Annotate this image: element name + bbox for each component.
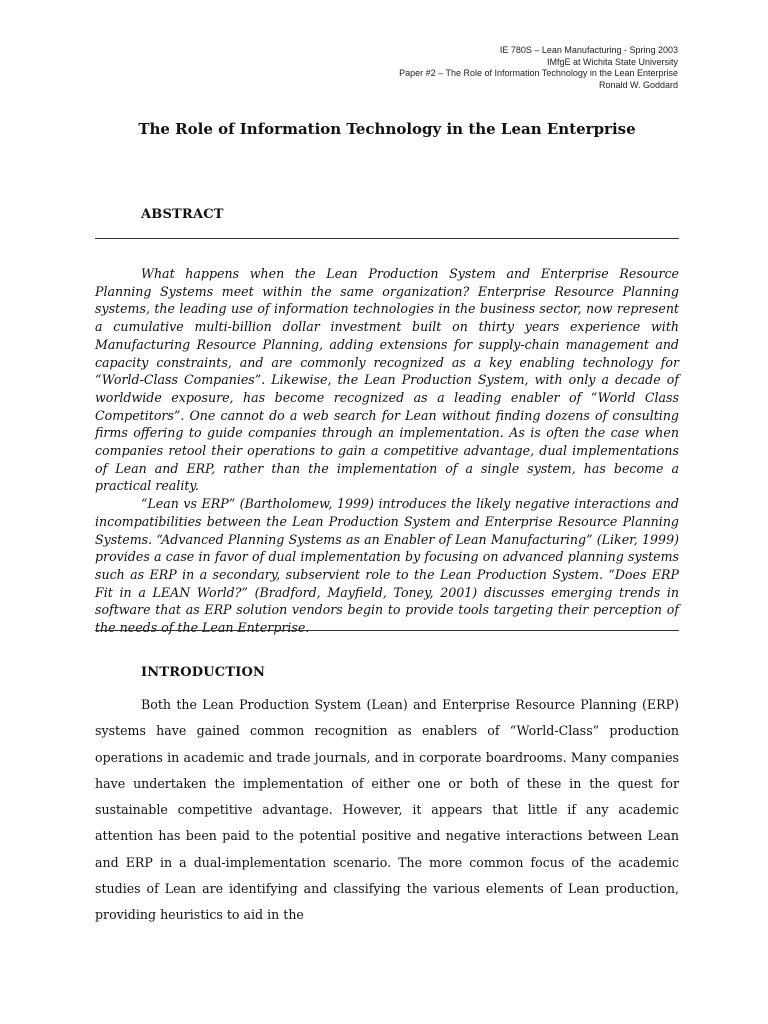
header-institution: IMfgE at Wichita State University [546,56,678,67]
introduction-paragraph: Both the Lean Production System (Lean) and Enterprise Resource Planning (ERP) systems have gained common recognition as enablers of “World-Class” production operations in academic and trade journals, and in corporate boardrooms. Many companies have undertaken the implementation of either one or both of these in the quest for sustainable competitive advantage. However, it appears that little if any academic attention has been paid to the potential positive and negative interactions between Lean and ERP in a dual-implementation scenario. The more common focus of the academic studies of Lean are identifying and classifying the various elements of Lean production, providing heuristics to aid in the [95,697,679,923]
header-author: Ronald W. Goddard [598,79,678,90]
abstract-heading: ABSTRACT [141,207,224,222]
divider-top [95,238,679,239]
introduction-heading: INTRODUCTION [141,665,266,680]
paper-title: The Role of Information Technology in the Lean Enterprise [138,120,636,138]
abstract-paragraph: “Lean vs ERP” (Bartholomew, 1999) introduces the likely negative interactions and incompatibilities between the Lean Production System and Enterprise Resource Planning Systems. “Advanced Planning Systems as an Enabler of Lean Manufacturing” (Liker, 1999) provides a case in favor of dual implementation by focusing on advanced planning systems such as ERP in a secondary, subservient role to the Lean Production System. “Does ERP Fit in a LEAN World?” (Bradford, Mayfield, Toney, 2001) discusses emerging trends in software that as ERP solution vendors begin to provide tools targeting their perception of the needs of the Lean Enterprise. [95,496,679,636]
divider-bottom [95,630,679,631]
header-paper: Paper #2 – The Role of Information Technology in the Lean Enterprise [399,68,678,78]
running-header [258,45,678,91]
abstract-paragraph: What happens when the Lean Production System and Enterprise Resource Planning Systems meet within the same organization? Enterprise Resource Planning systems, the leading use of information technologies in the business sector, now represent a cumulative multi-billion dollar investment built on thirty years experience with Manufacturing Resource Planning, adding extensions for supply-chain management and capacity constraints, and are commonly recognized as a key enabling technology for “World-Class Companies”. Likewise, the Lean Production System, with only a decade of worldwide exposure, has become recognized as a leading enabler of “World Class Competitors”. One cannot do a web search for Lean without finding dozens of consulting firms offering to guide companies through an implementation. As is often the case when companies retool their operations to gain a competitive advantage, dual implementations of Lean and ERP, rather than the implementation of a single system, has become a practical reality. [95,266,679,494]
abstract-body [95,265,679,637]
header-course: IE 780S – Lean Manufacturing - Spring 2003 [499,45,678,55]
introduction-body [95,692,679,929]
